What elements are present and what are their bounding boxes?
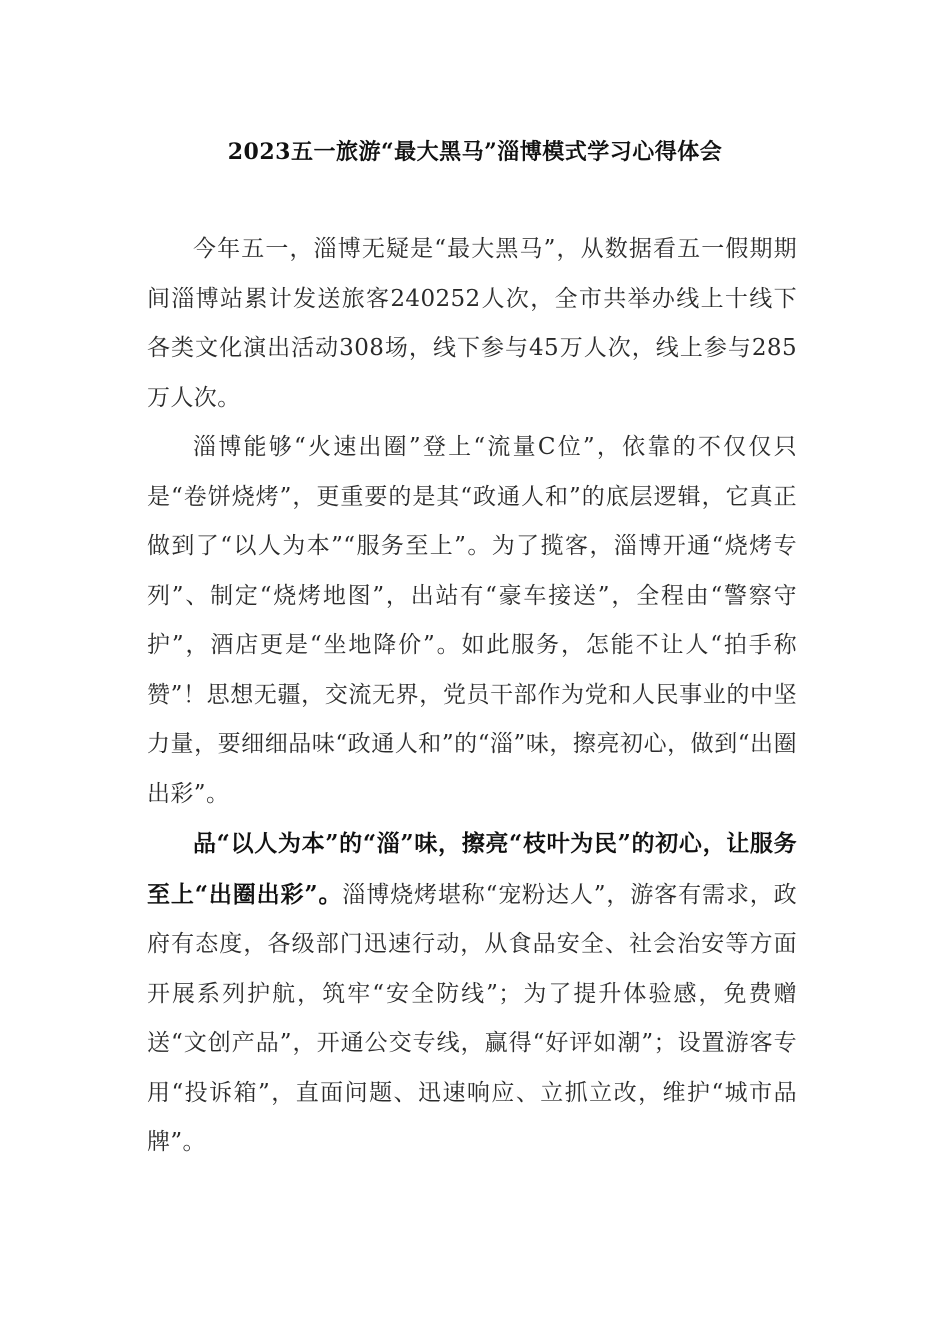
paragraph-3-text: 淄博烧烤堪称“宠粉达人”，游客有需求，政府有态度，各级部门迅速行动，从食品安全、社会治安等方面开展系列护航，筑牢“安全防线”；为了提升体验感，免费赠送“文创产品”，开通公交专线，赢得“好评如潮”；设置游客专用“投诉箱”，直面问题、迅速响应、立抓立改，维护“城市品牌”。: [147, 881, 797, 1155]
paragraph-1-text: 今年五一，淄博无疑是“最大黑马”，从数据看五一假期期间淄博站累计发送旅客240252人次，全市共举办线上十线下各类文化演出活动308场，线下参与45万人次，线上参与285万人次。: [147, 236, 797, 411]
document-title: 2023五一旅游“最大黑马”淄博模式学习心得体会: [227, 139, 723, 165]
paragraph-3-lead: 品“以人为本”的“淄”味，擦亮“枝叶为民”的初心，让服务至上“出圈出彩”。: [147, 830, 797, 908]
paragraph-2: [147, 423, 797, 819]
paragraph-3: [147, 819, 797, 1168]
paragraph-2-text: 淄博能够“火速出圈”登上“流量C位”，依靠的不仅仅只是“卷饼烧烤”，更重要的是其“政通人和”的底层逻辑，它真正做到了“以人为本”“服务至上”。为了揽客，淄博开通“烧烤专列”、制定“烧烤地图”，出站有“豪车接送”，全程由“警察守护”，酒店更是“坐地降价”。如此服务，怎能不让人“拍手称赞”！思想无疆，交流无界，党员干部作为党和人民事业的中坚力量，要细细品味“政通人和”的“淄”味，擦亮初心，做到“出圈出彩”。: [147, 434, 797, 807]
paragraph-1: [147, 225, 797, 423]
document-body: [147, 225, 797, 1168]
